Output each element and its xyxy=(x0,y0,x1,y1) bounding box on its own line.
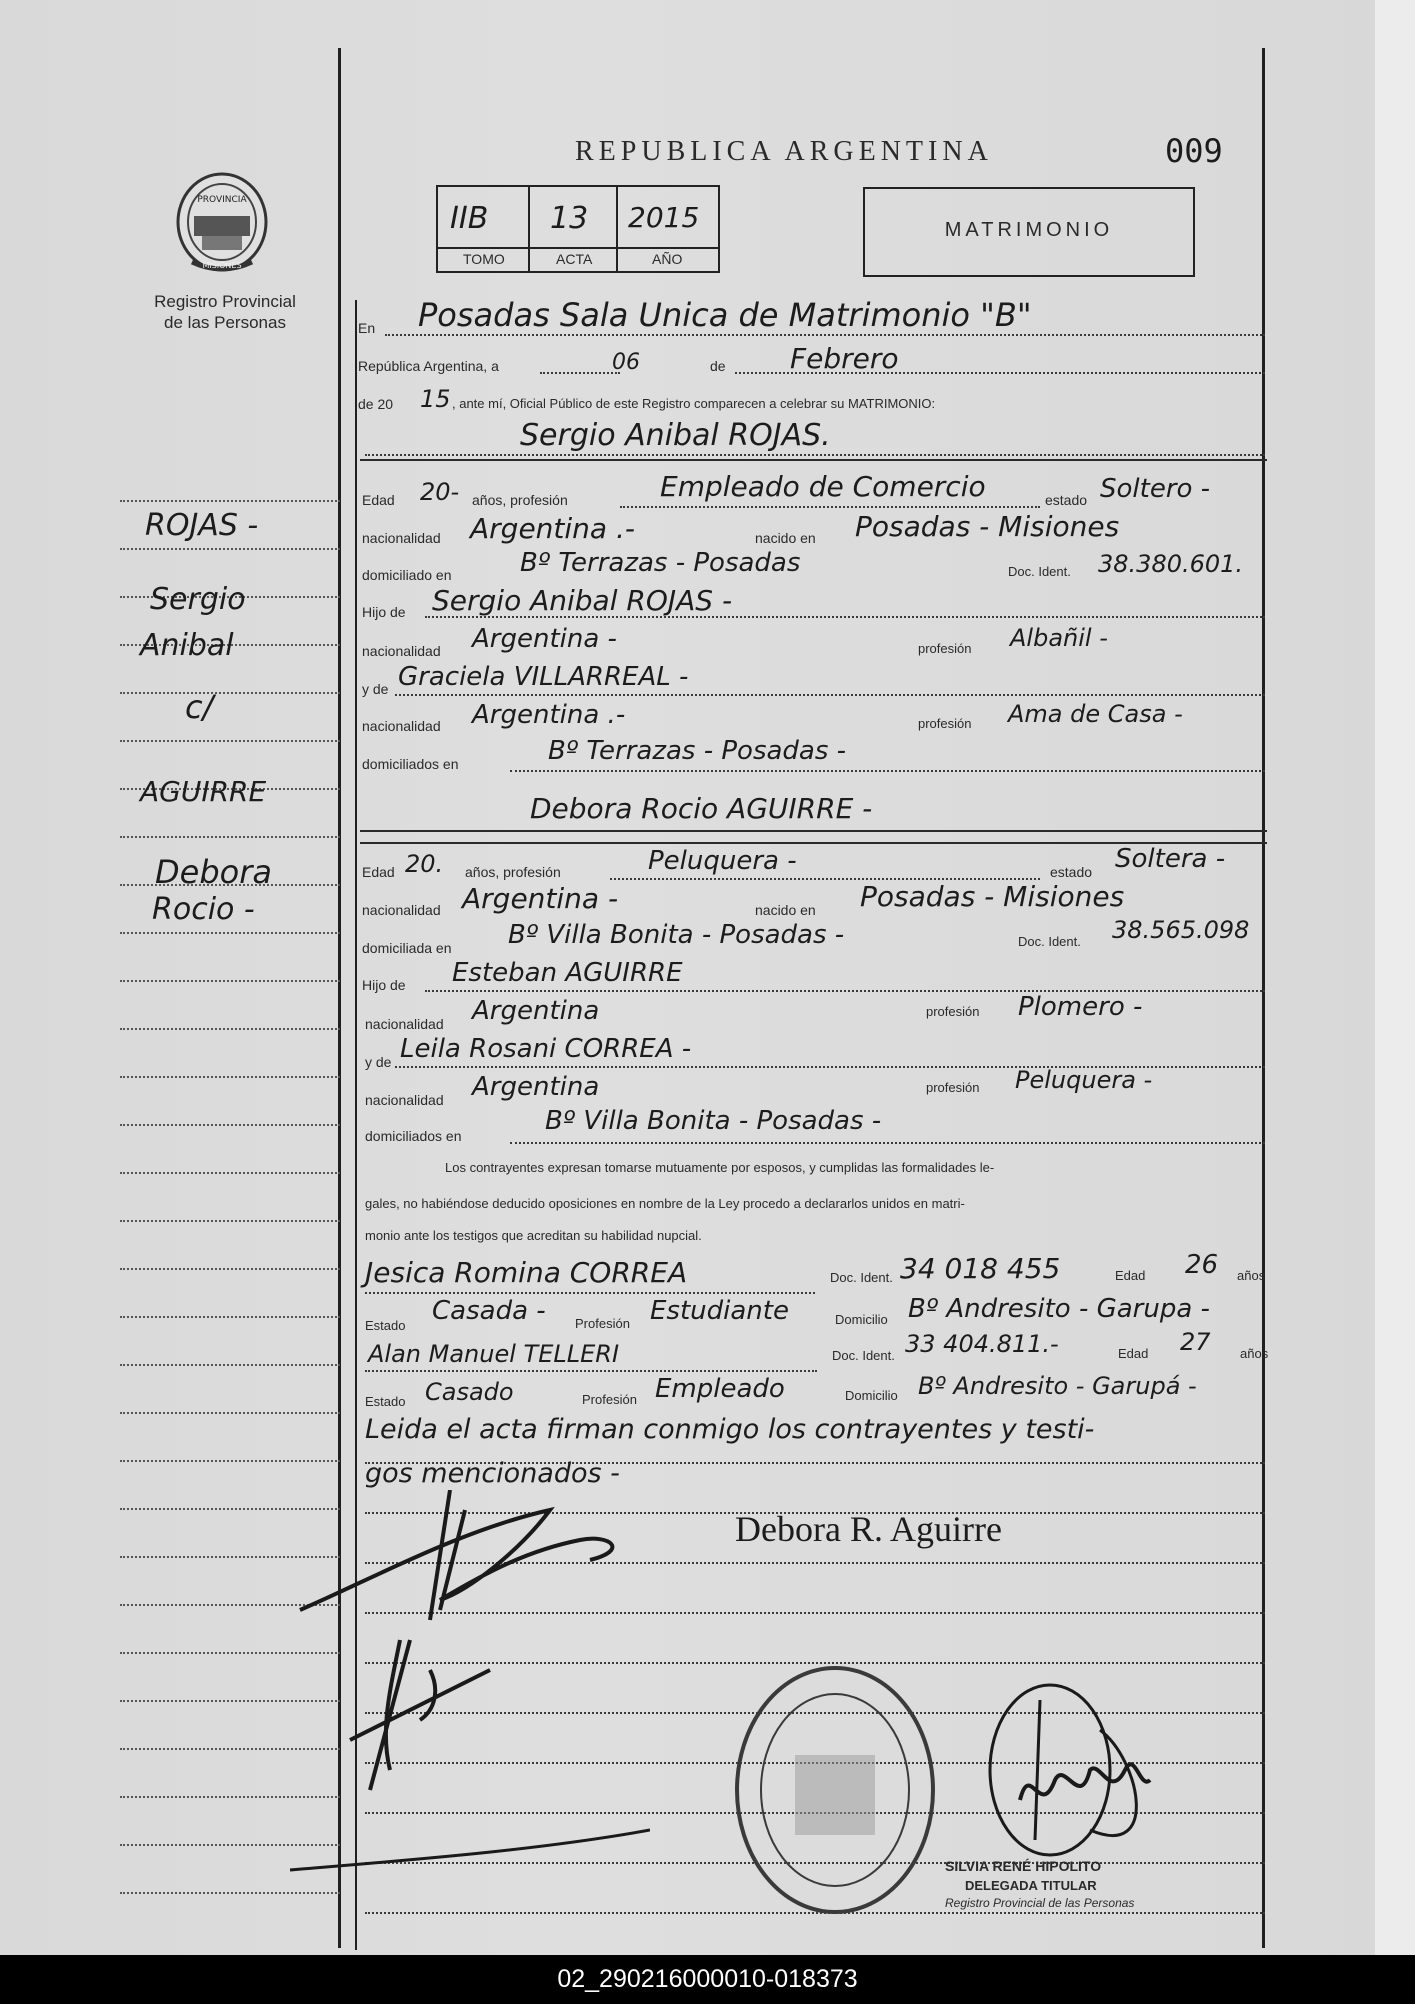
closing-line-2: gos mencionados - xyxy=(365,1458,620,1489)
groom-profesion: Empleado de Comercio xyxy=(660,470,986,503)
groom-nacido: Posadas - Misiones xyxy=(855,510,1120,543)
witness1-anos-label: años xyxy=(1237,1268,1266,1283)
groom-doc: 38.380.601. xyxy=(1098,550,1244,578)
bride-madre-nac: Argentina xyxy=(472,1072,600,1102)
year-prefix: de 20 xyxy=(358,396,394,412)
witness1-edad-label: Edad xyxy=(1115,1268,1146,1283)
bride-madre: Leila Rosani CORREA - xyxy=(400,1034,692,1064)
registry-name xyxy=(120,291,330,333)
declaration-line-1: Los contrayentes expresan tomarse mutuamente por esposos, y cumplidas las formalidades le- xyxy=(445,1160,995,1175)
misiones-emblem-icon xyxy=(172,172,272,280)
bride-nacido: Posadas - Misiones xyxy=(860,880,1125,913)
svg-text:MISIONES: MISIONES xyxy=(202,261,242,270)
witness2-estado: Casado xyxy=(425,1378,514,1406)
groom-madre-prof-label: profesión xyxy=(918,716,972,731)
witness1-name: Jesica Romina CORREA xyxy=(365,1256,688,1289)
groom-padre-prof: Albañil - xyxy=(1010,624,1108,652)
official-signature xyxy=(940,1660,1230,1880)
registry-line-2: de las Personas xyxy=(164,313,286,332)
margin-note-bride-surname: AGUIRRE xyxy=(140,775,267,808)
margin-note-name2: Anibal xyxy=(140,628,234,663)
record-id-box xyxy=(436,185,720,273)
groom-estado-label: estado xyxy=(1045,492,1088,508)
groom-domicilio: Bº Terrazas - Posadas xyxy=(520,548,801,578)
witness2-estado-label: Estado xyxy=(365,1394,406,1409)
groom-signature xyxy=(290,1490,650,1890)
tomo-label: TOMO xyxy=(463,251,505,267)
year-value: 15 xyxy=(420,385,451,413)
witness1-profesion: Estudiante xyxy=(650,1296,789,1326)
month-value: Febrero xyxy=(790,342,899,375)
bride-padre-nac-label: nacionalidad xyxy=(365,1016,444,1032)
official-seal xyxy=(730,1660,940,1920)
day-value: 06 xyxy=(612,350,640,375)
official-org: Registro Provincial de las Personas xyxy=(945,1896,1135,1910)
witness2-edad: 27 xyxy=(1180,1328,1211,1356)
groom-dom-label: domiciliado en xyxy=(362,567,452,583)
groom-name: Sergio Anibal ROJAS. xyxy=(520,418,831,453)
witness1-estado: Casada - xyxy=(432,1296,546,1326)
scan-footer xyxy=(0,1955,1415,2004)
groom-padre-prof-label: profesión xyxy=(918,641,972,656)
page-number: 009 xyxy=(1165,132,1223,170)
bride-name: Debora Rocio AGUIRRE - xyxy=(530,792,873,825)
bride-doc: 38.565.098 xyxy=(1112,916,1250,944)
margin-note-bride-name2: Rocio - xyxy=(152,892,255,927)
bride-padre-prof: Plomero - xyxy=(1018,992,1143,1022)
witness2-name: Alan Manuel TELLERI xyxy=(368,1340,620,1368)
witness1-domicilio: Bº Andresito - Garupa - xyxy=(908,1294,1210,1324)
bride-hijo-label: Hijo de xyxy=(362,977,406,993)
country-title: REPUBLICA ARGENTINA xyxy=(575,136,993,167)
groom-padres-dom-label: domiciliados en xyxy=(362,756,459,772)
groom-madre: Graciela VILLARREAL - xyxy=(398,662,689,692)
groom-doc-label: Doc. Ident. xyxy=(1008,564,1071,579)
witness2-domicilio: Bº Andresito - Garupá - xyxy=(918,1372,1197,1400)
groom-padre-nac: Argentina - xyxy=(472,624,617,654)
place-value: Posadas Sala Unica de Matrimonio "B" xyxy=(418,296,1032,334)
groom-madre-nac-label: nacionalidad xyxy=(362,718,441,734)
matrimonio-title: MATRIMONIO xyxy=(944,219,1114,241)
witness2-profesion: Empleado xyxy=(655,1374,785,1404)
de-label: de xyxy=(710,358,726,374)
witness2-prof-label: Profesión xyxy=(582,1392,637,1407)
declaration-line-2: gales, no habiéndose deducido oposiciones en nombre de la Ley procedo a declararlos unidos en matri- xyxy=(365,1196,965,1211)
bride-nacido-label: nacido en xyxy=(755,902,816,918)
bride-nacionalidad: Argentina - xyxy=(462,882,619,915)
bride-madre-prof-label: profesión xyxy=(926,1080,980,1095)
declaration-line-3: monio ante los testigos que acreditan su habilidad nupcial. xyxy=(365,1228,702,1243)
witness2-edad-label: Edad xyxy=(1118,1346,1149,1361)
witness2-doc: 33 404.811.- xyxy=(905,1330,1059,1358)
bride-profesion: Peluquera - xyxy=(648,846,797,876)
groom-yde-label: y de xyxy=(362,681,389,697)
witness1-doc: 34 018 455 xyxy=(900,1252,1061,1285)
margin-note-name1: Sergio xyxy=(150,582,246,617)
groom-padres-dom: Bº Terrazas - Posadas - xyxy=(548,736,847,766)
bride-padres-dom: Bº Villa Bonita - Posadas - xyxy=(545,1106,882,1136)
anio-label: AÑO xyxy=(652,251,683,267)
page-edge xyxy=(1375,0,1415,1955)
witness1-estado-label: Estado xyxy=(365,1318,406,1333)
bride-anos-prof-label: años, profesión xyxy=(465,864,561,880)
witness2-doc-label: Doc. Ident. xyxy=(832,1348,895,1363)
bride-edad: 20. xyxy=(405,850,444,878)
bride-yde-label: y de xyxy=(365,1054,392,1070)
margin-note-con: c/ xyxy=(185,688,214,726)
bride-estado-label: estado xyxy=(1050,864,1093,880)
bride-padre: Esteban AGUIRRE xyxy=(452,958,683,988)
groom-anos-prof-label: años, profesión xyxy=(472,492,568,508)
witness2-dom-label: Domicilio xyxy=(845,1388,898,1403)
witness1-prof-label: Profesión xyxy=(575,1316,630,1331)
witness1-dom-label: Domicilio xyxy=(835,1312,888,1327)
bride-padres-dom-label: domiciliados en xyxy=(365,1128,462,1144)
svg-text:PROVINCIA: PROVINCIA xyxy=(197,195,247,205)
groom-madre-prof: Ama de Casa - xyxy=(1008,700,1183,728)
bride-madre-nac-label: nacionalidad xyxy=(365,1092,444,1108)
bride-padre-prof-label: profesión xyxy=(926,1004,980,1019)
groom-edad-label: Edad xyxy=(362,492,395,508)
tomo-value: IIB xyxy=(450,201,489,236)
anio-value: 2015 xyxy=(628,201,700,234)
bride-dom-label: domiciliada en xyxy=(362,940,452,956)
official-name: SILVIA RENÉ HIPOLITO xyxy=(945,1858,1102,1874)
republica-label: República Argentina, a xyxy=(358,358,499,374)
groom-hijo-label: Hijo de xyxy=(362,604,406,620)
bride-nac-label: nacionalidad xyxy=(362,902,441,918)
bride-domicilio: Bº Villa Bonita - Posadas - xyxy=(508,920,845,950)
groom-estado: Soltero - xyxy=(1100,474,1211,504)
acta-value: 13 xyxy=(550,201,589,236)
scan-code: 02_290216000010-018373 xyxy=(557,1965,858,1993)
witness2-anos-label: años xyxy=(1240,1346,1269,1361)
groom-padre-nac-label: nacionalidad xyxy=(362,643,441,659)
groom-nac-label: nacionalidad xyxy=(362,530,441,546)
margin-note-surname: ROJAS - xyxy=(145,508,259,543)
bride-edad-label: Edad xyxy=(362,864,395,880)
intro-sentence: , ante mí, Oficial Público de este Registro comparecen a celebrar su MATRIMONIO: xyxy=(452,396,936,411)
margin-note-bride-name1: Debora xyxy=(155,853,272,891)
acta-label: ACTA xyxy=(556,251,593,267)
bride-estado: Soltera - xyxy=(1115,844,1226,874)
registry-line-1: Registro Provincial xyxy=(154,292,296,311)
bride-signature: Debora R. Aguirre xyxy=(735,1509,1002,1549)
en-label: En xyxy=(358,320,376,336)
groom-madre-nac: Argentina .- xyxy=(472,700,626,730)
official-title: DELEGADA TITULAR xyxy=(965,1878,1097,1893)
bride-padre-nac: Argentina xyxy=(472,996,600,1026)
groom-nacionalidad: Argentina .- xyxy=(470,512,635,545)
matrimonio-box xyxy=(863,187,1195,277)
closing-line-1: Leida el acta firman conmigo los contrayentes y testi- xyxy=(365,1414,1095,1445)
groom-edad: 20- xyxy=(420,478,460,506)
witness1-doc-label: Doc. Ident. xyxy=(830,1270,893,1285)
groom-nacido-label: nacido en xyxy=(755,530,816,546)
witness1-edad: 26 xyxy=(1185,1250,1219,1280)
groom-padre: Sergio Anibal ROJAS - xyxy=(432,584,733,617)
bride-doc-label: Doc. Ident. xyxy=(1018,934,1081,949)
bride-madre-prof: Peluquera - xyxy=(1015,1066,1153,1094)
